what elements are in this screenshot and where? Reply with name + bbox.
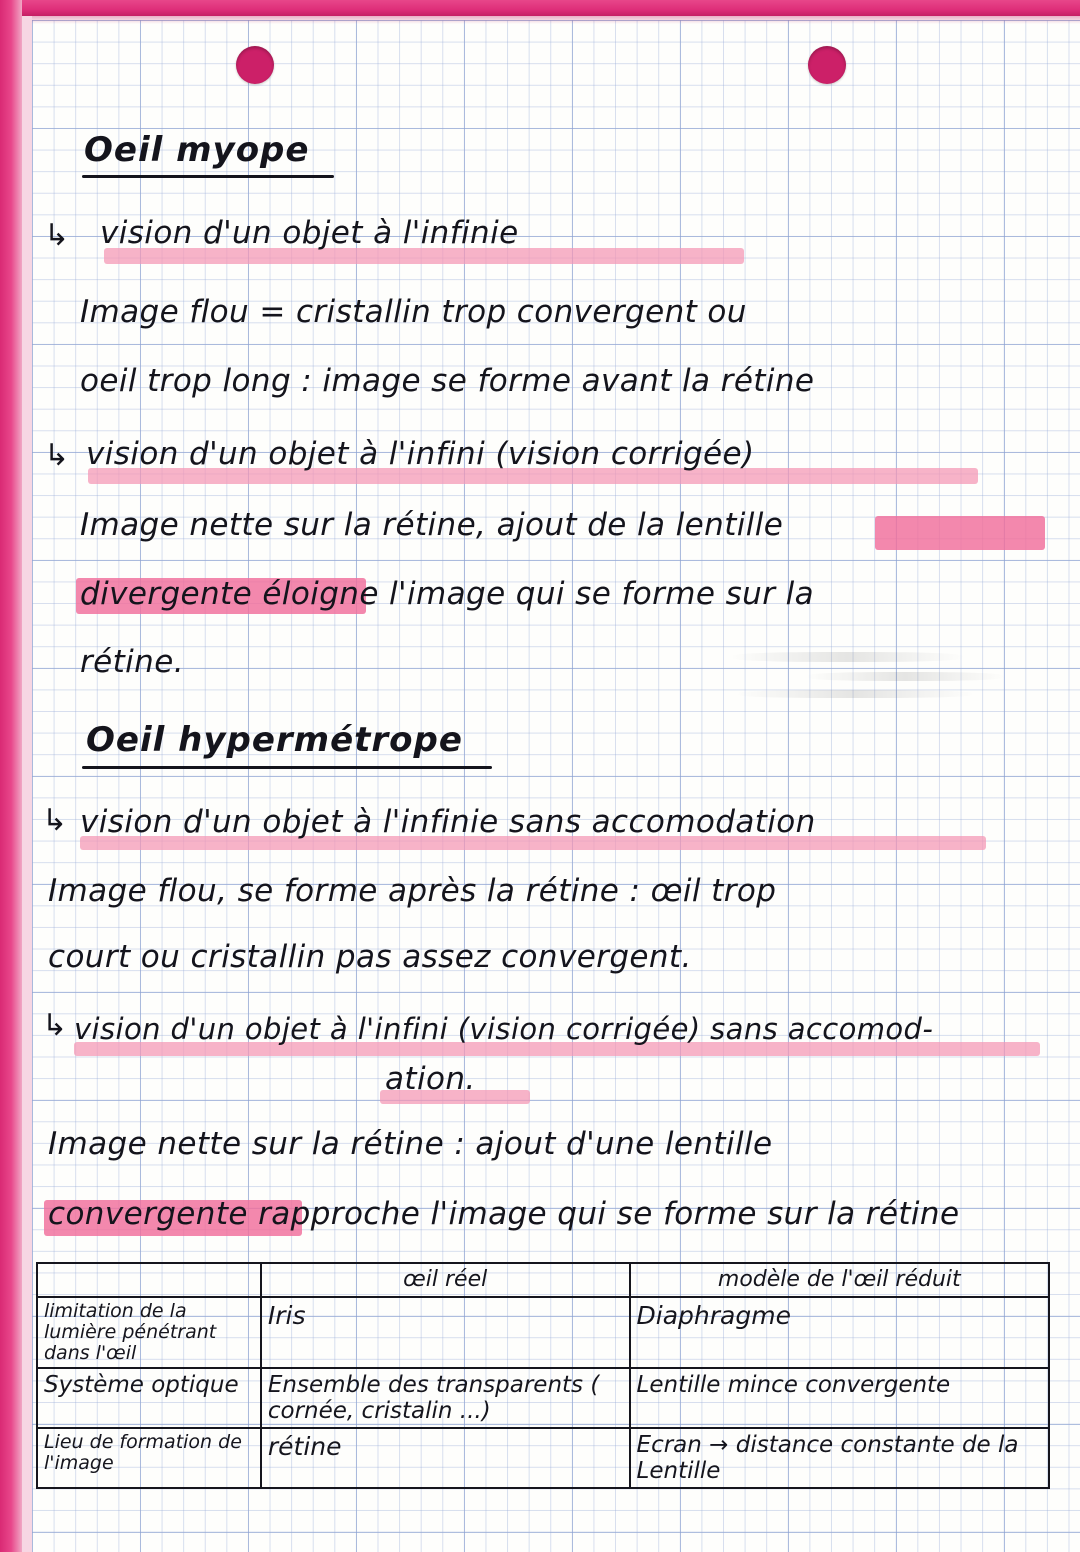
- arrow-bullet-icon: ↳: [42, 803, 68, 838]
- highlight-bar: [875, 516, 1045, 550]
- note-line: Image flou = cristallin trop convergent ou: [80, 294, 747, 330]
- heading-underline-hypermetrope: [82, 766, 492, 769]
- heading-underline-myope: [82, 175, 334, 178]
- note-line: vision d'un objet à l'infini (vision corrigée) sans accomod-: [74, 1012, 934, 1046]
- note-line: court ou cristallin pas assez convergent.: [48, 939, 692, 975]
- table-row: [37, 1368, 1049, 1428]
- table-cell-label: Lieu de formation de l'image: [37, 1428, 261, 1488]
- binder-edge-left-inner: [22, 0, 32, 1552]
- table-cell-real: Ensemble des transparents ( cornée, cristalin ...): [261, 1368, 630, 1428]
- note-line: rétine.: [80, 644, 184, 680]
- arrow-bullet-icon: ↳: [42, 1008, 68, 1043]
- section-heading-hypermetrope: Oeil hypermétrope: [86, 720, 463, 760]
- table-row: [37, 1297, 1049, 1368]
- note-line: vision d'un objet à l'infini (vision corrigée): [86, 436, 755, 472]
- table-header-cell-real: œil réel: [261, 1263, 630, 1297]
- binder-edge-left: [0, 0, 22, 1552]
- section-heading-myope: Oeil myope: [84, 130, 310, 170]
- note-line: vision d'un objet à l'infinie: [100, 215, 519, 251]
- note-line: divergente éloigne l'image qui se forme sur la: [80, 576, 815, 612]
- binder-edge-top: [0, 0, 1080, 16]
- table-cell-real: Iris: [261, 1297, 630, 1368]
- table-cell-label: Système optique: [37, 1368, 261, 1428]
- arrow-bullet-icon: ↳: [44, 438, 70, 473]
- note-line: oeil trop long : image se forme avant la rétine: [80, 363, 815, 399]
- note-line: Image nette sur la rétine, ajout de la lentille: [80, 507, 784, 543]
- arrow-bullet-icon: ↳: [44, 218, 70, 253]
- paper-smudge: [730, 652, 965, 662]
- note-line: ation.: [385, 1061, 476, 1097]
- note-line: vision d'un objet à l'infinie sans accomodation: [80, 804, 816, 840]
- table-cell-model: Lentille mince convergente: [630, 1368, 1049, 1428]
- note-line: Image nette sur la rétine : ajout d'une lentille: [48, 1126, 773, 1162]
- punch-hole-left: [236, 46, 274, 84]
- table-header-row: [37, 1263, 1049, 1297]
- note-line: convergente rapproche l'image qui se forme sur la rétine: [48, 1196, 960, 1232]
- paper-smudge: [735, 690, 975, 698]
- note-line: Image flou, se forme après la rétine : œil trop: [48, 873, 777, 909]
- binder-edge-top-shadow: [0, 16, 1080, 24]
- table-cell-real: rétine: [261, 1428, 630, 1488]
- paper-smudge: [805, 672, 1005, 681]
- table-header-cell-empty: [37, 1263, 261, 1297]
- table-cell-label: limitation de la lumière pénétrant dans l'œil: [37, 1297, 261, 1368]
- punch-hole-right: [808, 46, 846, 84]
- table-cell-model: Ecran → distance constante de la Lentille: [630, 1428, 1049, 1488]
- table-row: [37, 1428, 1049, 1488]
- table-cell-model: Diaphragme: [630, 1297, 1049, 1368]
- table-header-cell-model: modèle de l'œil réduit: [630, 1263, 1049, 1297]
- comparison-table: [36, 1262, 1050, 1489]
